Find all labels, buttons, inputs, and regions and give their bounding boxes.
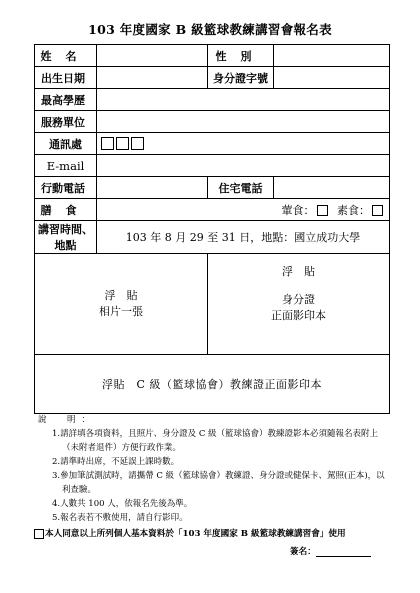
name-label: 姓名 [35, 45, 97, 67]
signature-block [290, 545, 371, 557]
id-card-label: 身分證 [282, 293, 315, 306]
meal-veg-label: 素食： [337, 203, 370, 217]
meal-meat-label: 葷食： [281, 203, 315, 217]
meal-veg-checkbox[interactable] [372, 205, 383, 216]
notes-title: 說 明： [38, 415, 97, 425]
signature-label: 簽名： [290, 547, 316, 557]
photo-paste-label: 浮 貼 [104, 289, 138, 302]
email-label: E-mail [35, 155, 97, 177]
id-paste-label: 浮 貼 [282, 265, 315, 278]
address-label: 通訊處 [35, 133, 97, 155]
postal-box[interactable] [101, 137, 114, 150]
schedule-value: 103 年 8 月 29 至 31 日，地點：國立成功大學 [97, 221, 390, 254]
gender-label: 性別 [208, 45, 274, 67]
home-phone-field[interactable] [274, 177, 390, 199]
education-label: 最高學歷 [35, 89, 97, 111]
photo-count-label: 相片一張 [99, 305, 143, 318]
coach-license-area: 浮貼 C 級（籃球協會）教練證正面影印本 [35, 355, 390, 414]
note-item: 2.請準時出席，不延誤上課時數。 [52, 457, 180, 467]
education-field[interactable] [97, 89, 390, 111]
note-item: 1.請詳填各項資料，且照片、身分證及 C 級（籃球協會）教練證影本必須隨報名表附上（未附者退件）方便行政作業。 [52, 429, 379, 453]
mobile-field[interactable] [97, 177, 208, 199]
form-title: 103 年度國家 B 級籃球教練講習會報名表 [88, 22, 332, 37]
registration-table [34, 44, 390, 414]
note-item: 5.報名表若不敷使用，請自行影印。 [52, 513, 188, 523]
birthday-field[interactable] [97, 67, 208, 89]
mobile-label: 行動電話 [35, 177, 97, 199]
home-phone-label: 住宅電話 [208, 177, 274, 199]
meal-meat-checkbox[interactable] [317, 205, 328, 216]
note-item: 3.參加筆試測試時，請攜帶 C 級（籃球協會）教練證、身分證或健保卡、駕照(正本)，以利查驗。 [52, 471, 385, 495]
meal-options [97, 199, 390, 221]
id-front-copy-label: 正面影印本 [271, 309, 326, 322]
gender-field[interactable] [274, 45, 390, 67]
id-copy-area [208, 254, 390, 355]
postal-code-boxes[interactable] [101, 137, 144, 150]
workplace-field[interactable] [97, 111, 390, 133]
address-field[interactable] [97, 133, 390, 155]
id-number-field[interactable] [274, 67, 390, 89]
schedule-label: 講習時間、地點 [35, 221, 97, 254]
notes-section [38, 413, 388, 525]
consent-text: 本人同意以上所列個人基本資料於「103 年度國家 B 級籃球教練講習會」使用 [45, 529, 346, 539]
postal-box[interactable] [131, 137, 144, 150]
name-field[interactable] [97, 45, 208, 67]
postal-box[interactable] [116, 137, 129, 150]
birthday-label: 出生日期 [35, 67, 97, 89]
consent-line [34, 527, 394, 539]
workplace-label: 服務單位 [35, 111, 97, 133]
note-item: 4.人數共 100 人，依報名先後為準。 [52, 499, 193, 509]
consent-checkbox[interactable] [34, 529, 44, 539]
photo-area [35, 254, 208, 355]
meal-label: 膳食 [35, 199, 97, 221]
id-number-label: 身分證字號 [208, 67, 274, 89]
email-field[interactable] [97, 155, 390, 177]
signature-line[interactable] [316, 546, 371, 557]
